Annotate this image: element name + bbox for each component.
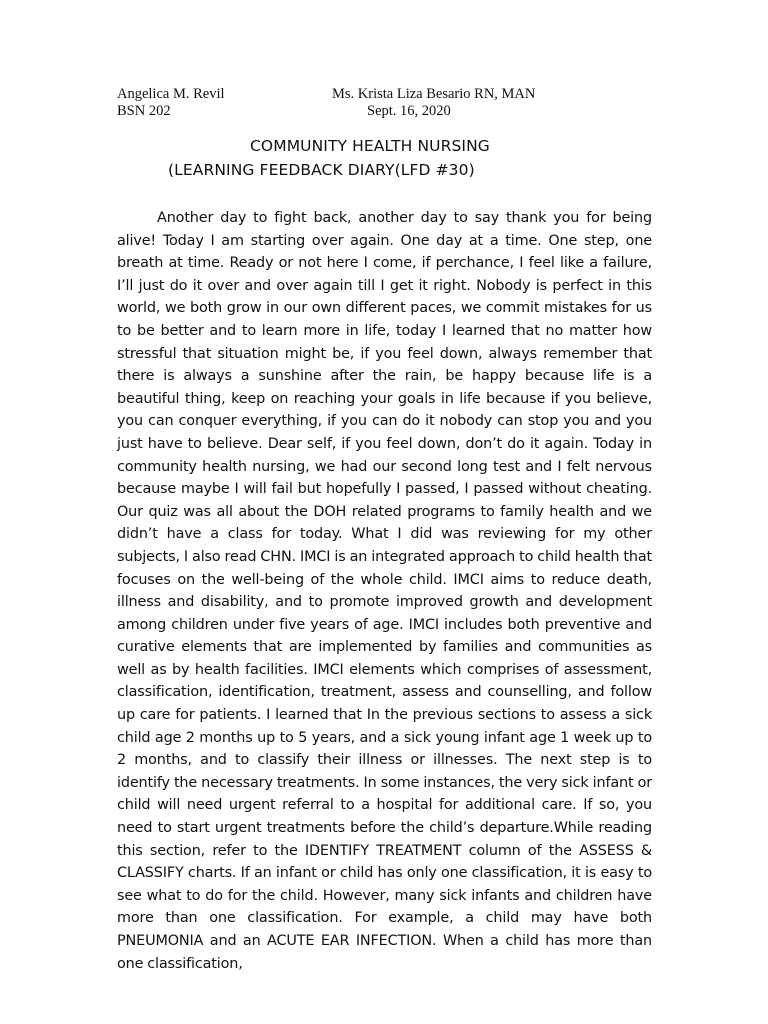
document-subtitle: (LEARNING FEEDBACK DIARY(LFD #30) [168, 161, 475, 179]
instructor-name: Ms. Krista Liza Besario RN, MAN [332, 86, 536, 102]
instructor-info [332, 86, 535, 120]
student-info [117, 86, 225, 120]
course-section: BSN 202 [117, 103, 171, 119]
body-paragraph: Another day to fight back, another day to say thank you for being alive! Today I am starting over again. One day at a time. One step, one breath at time. Ready or not here I come, if perchance, I feel like a failure, I’ll just do it over and over again till I get it right. Nobody is perfect in this world, we both grow in our own different paces, we commit mistakes for us to be better and to learn more in life, today I learned that no matter how stressful that situation might be, if you feel down, always remember that there is always a sunshine after the rain, be happy because life is a beautiful thing, keep on reaching your goals in life because if you believe, you can conquer everything, if you can do it nobody can stop you and you just have to believe. Dear self, if you feel down, don’t do it again. Today in community health nursing, we had our second long test and I felt nervous because maybe I will fail but hopefully I passed, I passed without cheating. Our quiz was all about the DOH related programs to family health and we didn’t have a class for today. What I did was reviewing for my other subjects, I also read CHN. IMCI is an integrated approach to child health that focuses on the well-being of the whole child. IMCI aims to reduce death, illness and disability, and to promote improved growth and development among children under five years of age. IMCI includes both preventive and curative elements that are implemented by families and communities as well as by health facilities. IMCI elements which comprises of assessment, classification, identification, treatment, assess and counselling, and follow up care for patients. I learned that In the previous sections to assess a sick child age 2 months up to 5 years, and a sick young infant age 1 week up to 2 months, and to classify their illness or illnesses. The next step is to identify the necessary treatments. In some instances, the very sick infant or child will need urgent referral to a hospital for additional care. If so, you need to start urgent treatments before the child’s departure.While reading this section, refer to the IDENTIFY TREATMENT column of the ASSESS & CLASSIFY charts. If an infant or child has only one classification, it is easy to see what to do for the child. However, many sick infants and children have more than one classification. For example, a child may have both PNEUMONIA and an ACUTE EAR INFECTION. When a child has more than one classification, [117, 210, 652, 972]
student-name: Angelica M. Revil [117, 86, 225, 102]
document-title: COMMUNITY HEALTH NURSING [250, 137, 490, 155]
document-date: Sept. 16, 2020 [367, 103, 451, 119]
